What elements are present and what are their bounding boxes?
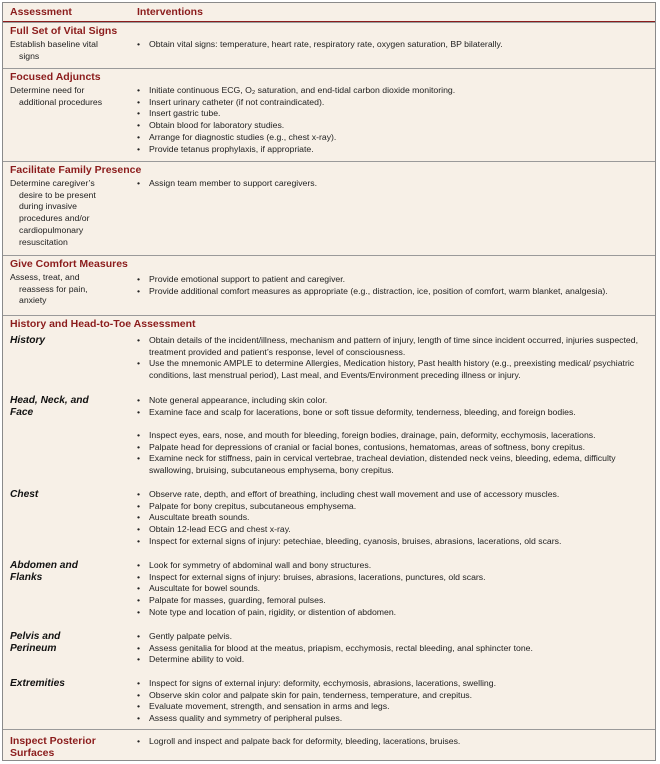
list-item: • Note general appearance, including skin color. [137,395,651,407]
list-item: • Provide additional comfort measures as appropriate (e.g., distraction, ice, position of comfort, warm blanket, analgesia). [137,286,651,298]
intervention-list [137,39,651,51]
section-title: Facilitate Family Presence [10,164,142,176]
list-item: • Inspect for external signs of injury: bruises, abrasions, lacerations, punctures, old scars. [137,572,651,584]
section-title: Inspect Posterior Surfaces [10,735,96,759]
list-item: • Examine face and scalp for lacerations, bone or soft tissue deformity, tenderness, bleeding, and foreign bodies. [137,407,651,419]
section-posterior-surfaces [3,729,655,761]
list-item: • Inspect for external signs of injury: petechiae, bleeding, cyanosis, bruises, abrasions, lacerations, old scars. [137,536,651,548]
intervention-list [137,560,651,619]
list-item: • Assess quality and symmetry of peripheral pulses. [137,713,651,725]
list-item: • Provide emotional support to patient and caregiver. [137,274,651,286]
intervention-list [137,631,651,666]
list-item: • Palpate for bony crepitus, subcutaneous emphysema. [137,501,651,513]
assessment-table [2,2,656,761]
list-item: • Note type and location of pain, rigidity, or distention of abdomen. [137,607,651,619]
list-item: • Observe skin color and palpate skin for pain, tenderness, temperature, and crepitus. [137,690,651,702]
intervention-list [137,335,651,382]
list-item: • Obtain 12-lead ECG and chest x-ray. [137,524,651,536]
section-focused-adjuncts [3,68,655,162]
section-head-to-toe [3,315,655,730]
intervention-list [137,178,651,190]
intervention-list [137,678,651,725]
list-item: • Auscultate for bowel sounds. [137,583,651,595]
list-item: • Logroll and inspect and palpate back for deformity, bleeding, lacerations, bruises. [137,736,651,748]
intervention-list [137,430,651,477]
list-item: • Inspect for signs of external injury: deformity, ecchymosis, abrasions, lacerations, swelling. [137,678,651,690]
subsection-label-head-neck-face: Head, Neck, and Face [10,395,89,418]
list-item: • Assess genitalia for blood at the meatus, priapism, ecchymosis, rectal bleeding, anal sphincter tone. [137,643,651,655]
list-item: • Obtain blood for laboratory studies. [137,120,651,132]
list-item: • Palpate head for depressions of cranial or facial bones, contusions, hematomas, areas of softness, bony crepitus. [137,442,651,454]
list-item: • Obtain vital signs: temperature, heart rate, respiratory rate, oxygen saturation, BP bilaterally. [137,39,651,51]
section-title: History and Head-to-Toe Assessment [10,318,196,330]
list-item: • Initiate continuous ECG, O₂ saturation, and end-tidal carbon dioxide monitoring. [137,85,651,97]
subsection-label-abdomen-flanks: Abdomen and Flanks [10,560,78,583]
section-description: Determine caregiver’s desire to be present during invasive procedures and/or cardiopulmonary resuscitation [10,178,96,247]
subsection-label-extremities: Extremities [10,678,65,689]
assessment-column-header: Assessment [10,6,72,18]
section-title: Full Set of Vital Signs [10,25,118,37]
list-item: • Arrange for diagnostic studies (e.g., chest x-ray). [137,132,651,144]
list-item: • Provide tetanus prophylaxis, if appropriate. [137,144,651,156]
section-family-presence [3,161,655,256]
list-item: • Examine neck for stiffness, pain in cervical vertebrae, tracheal deviation, distended neck veins, bleeding, edema, difficulty swallowing, bruising, subcutaneous emphysema, bony crepitus. [137,453,651,476]
list-item: • Observe rate, depth, and effort of breathing, including chest wall movement and use of accessory muscles. [137,489,651,501]
section-title: Give Comfort Measures [10,258,128,270]
section-vital-signs [3,22,655,69]
list-item: • Assign team member to support caregivers. [137,178,651,190]
subsection-label-chest: Chest [10,489,39,500]
list-item: • Evaluate movement, strength, and sensation in arms and legs. [137,701,651,713]
list-item: • Palpate for masses, guarding, femoral pulses. [137,595,651,607]
list-item: • Inspect eyes, ears, nose, and mouth for bleeding, foreign bodies, drainage, pain, deformity, ecchymosis, lacerations. [137,430,651,442]
list-item: • Obtain details of the incident/illness, mechanism and pattern of injury, length of time since incident occurred, injuries suspected, treatment provided and patient’s response, level of consciousness. [137,335,651,358]
section-title: Focused Adjuncts [10,71,101,83]
list-item: • Auscultate breath sounds. [137,512,651,524]
list-item: • Use the mnemonic AMPLE to determine Allergies, Medication history, Past health history (e.g., preexisting medical/ psychiatric conditions, last menstrual period), Last meal, and Events/Environment preceding illness or injury. [137,358,651,381]
intervention-list [137,736,651,748]
subsection-label-pelvis-perineum: Pelvis and Perineum [10,631,61,654]
intervention-list [137,489,651,548]
section-comfort-measures [3,255,655,316]
intervention-list [137,85,651,155]
section-description: Assess, treat, and reassess for pain, anxiety [10,272,88,306]
intervention-list [137,395,651,418]
list-item: • Insert urinary catheter (if not contraindicated). [137,97,651,109]
section-description: Establish baseline vital signs [10,39,98,61]
list-item: • Determine ability to void. [137,654,651,666]
interventions-column-header: Interventions [137,6,203,18]
list-item: • Look for symmetry of abdominal wall and bony structures. [137,560,651,572]
list-item: • Insert gastric tube. [137,108,651,120]
subsection-label-history: History [10,335,46,346]
section-description: Determine need for additional procedures [10,85,103,107]
intervention-list [137,274,651,297]
table-header [3,3,655,22]
list-item: • Gently palpate pelvis. [137,631,651,643]
